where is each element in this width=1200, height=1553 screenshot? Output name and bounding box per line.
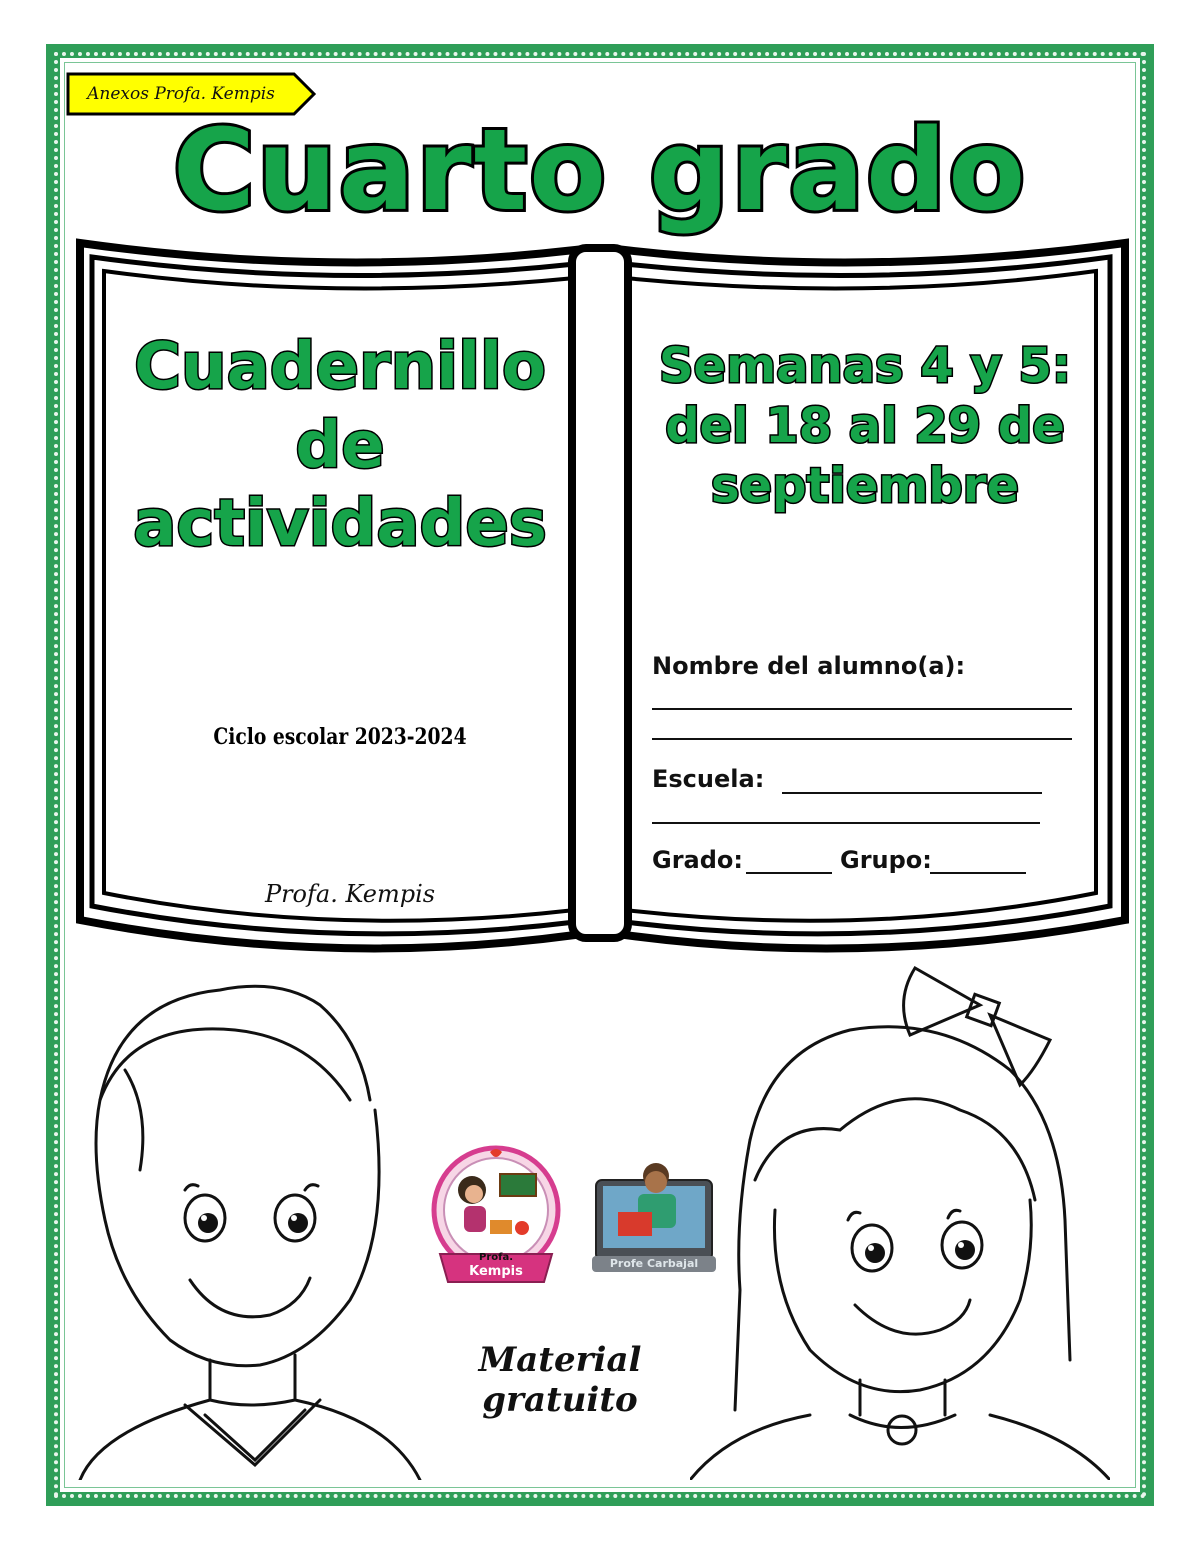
grade-line[interactable] [746,872,832,874]
boy-face-illustration [60,960,440,1480]
group-line[interactable] [930,872,1026,874]
weeks-line2: del 18 al 29 de [665,398,1065,454]
carbajal-logo-label: Profe Carbajal [609,1257,699,1270]
free-material-label: Material gratuito [478,1340,642,1420]
weeks-heading [640,336,1090,516]
kempis-logo-line1: Profa. [478,1252,514,1263]
school-line-2[interactable] [652,822,1040,824]
student-name-line-1[interactable] [652,708,1072,710]
school-label: Escuela: [652,765,765,793]
school-year: Ciclo escolar 2023-2024 [213,724,467,750]
booklet-title-line2: de [295,408,385,483]
booklet-title-line3: actividades [133,487,547,562]
page-title: Cuarto grado [172,106,1028,236]
group-label: Grupo: [840,846,932,874]
tag-label: Anexos Profa. Kempis [87,84,275,104]
booklet-title [110,328,570,564]
booklet-title-line1: Cuadernillo [134,330,546,404]
student-name-line-2[interactable] [652,738,1072,740]
student-name-label: Nombre del alumno(a): [652,652,966,680]
school-line-1[interactable] [782,792,1042,794]
weeks-line3: septiembre [710,458,1020,514]
kempis-logo-line2: Kempis [469,1264,523,1279]
grade-label: Grado: [652,846,743,874]
author-signature: Profa. Kempis [264,880,436,908]
girl-face-illustration [690,960,1110,1480]
weeks-line1: Semanas 4 y 5: [658,338,1072,394]
